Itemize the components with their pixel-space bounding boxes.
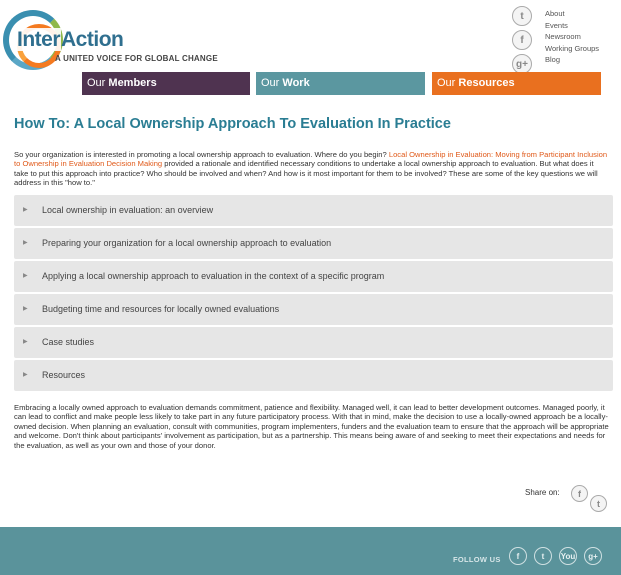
nav-our-work[interactable]: Our Work xyxy=(256,72,425,95)
caret-right-icon: ▶ xyxy=(23,306,28,312)
facebook-icon[interactable]: f xyxy=(509,547,527,565)
accordion-item-case-studies[interactable]: ▶ Case studies xyxy=(14,327,613,358)
link-events[interactable]: Events xyxy=(545,20,568,30)
caret-right-icon: ▶ xyxy=(23,207,28,213)
youtube-icon[interactable]: You xyxy=(559,547,577,565)
share-bar xyxy=(525,485,615,515)
google-plus-icon[interactable]: g+ xyxy=(512,54,532,74)
caret-right-icon: ▶ xyxy=(23,240,28,246)
header-social-icons xyxy=(512,6,536,78)
logo-wordmark: InterAction xyxy=(17,28,124,51)
google-plus-icon[interactable]: g+ xyxy=(584,547,602,565)
link-working-groups[interactable]: Working Groups xyxy=(545,43,600,53)
link-newsroom[interactable]: Newsroom xyxy=(545,32,581,41)
twitter-icon[interactable]: t xyxy=(590,495,607,512)
accordion-item-preparing[interactable]: ▶ Preparing your organization for a local ownership approach to evaluation xyxy=(14,228,613,259)
follow-us-label: FOLLOW US xyxy=(453,555,501,564)
local-ownership-report-link[interactable]: Local Ownership in Evaluation: Moving from Participant Inclusion to Ownership in Evaluation Decision Making xyxy=(14,150,608,169)
accordion-item-overview[interactable]: ▶ Local ownership in evaluation: an overview xyxy=(14,195,613,226)
main-nav xyxy=(82,72,601,96)
link-about[interactable]: About xyxy=(545,9,565,18)
site-header xyxy=(0,0,621,72)
utility-links xyxy=(545,8,599,66)
nav-our-members[interactable]: Our Members xyxy=(82,72,250,95)
link-blog[interactable]: Blog xyxy=(545,55,561,64)
twitter-icon[interactable]: t xyxy=(534,547,552,565)
nav-our-resources[interactable]: Our Resources xyxy=(432,72,601,95)
footer-social-icons xyxy=(509,547,609,565)
page-title: How To: A Local Ownership Approach To Evaluation In Practice xyxy=(14,116,451,132)
logo-tagline: A UNITED VOICE FOR GLOBAL CHANGE xyxy=(55,54,218,63)
accordion-item-budgeting[interactable]: ▶ Budgeting time and resources for locally owned evaluations xyxy=(14,294,613,325)
twitter-icon[interactable]: t xyxy=(512,6,532,26)
caret-right-icon: ▶ xyxy=(23,273,28,279)
caret-right-icon: ▶ xyxy=(23,372,28,378)
accordion-item-resources[interactable]: ▶ Resources xyxy=(14,360,613,391)
how-to-accordion xyxy=(14,195,613,393)
facebook-icon[interactable]: f xyxy=(512,30,532,50)
site-footer xyxy=(0,527,621,575)
interaction-logo[interactable] xyxy=(3,10,243,72)
closing-paragraph: Embracing a locally owned approach to evaluation demands commitment, patience and flexibility. Managed well, it can lead to better development outcomes. Managed poorly, it can lead to conflict and make people less likely to take part in any future participatory process. With that in mind, make the decision to use a locally-owned approach be a locally-owned decision. When planning an evaluation, consult with communities, program implementers, funders and the evaluation team to ensure that the approach will be appropriate and welcome. Don't think about participants' involvement as participation, but as a partnership. This means being aware of and seeking to meet their expectations and needs for the evaluation, as well as your own and those of your donor. xyxy=(14,403,609,450)
share-label: Share on: xyxy=(525,488,560,497)
facebook-icon[interactable]: f xyxy=(571,485,588,502)
intro-paragraph: So your organization is interested in promoting a local ownership approach to evaluation. Where do you begin? Local Ownership in Evaluation: Moving from Participant Inclusion to Ownership in Evaluation Decision Making provided a rationale and identified necessary conditions to undertake a local ownership approach to evaluation. But what does it take to put this approach into practice? Who should be involved and when? And how is it most important for them to be involved? These are some of the key questions we will address in this "how to." xyxy=(14,150,608,188)
caret-right-icon: ▶ xyxy=(23,339,28,345)
accordion-item-applying[interactable]: ▶ Applying a local ownership approach to evaluation in the context of a specific program xyxy=(14,261,613,292)
